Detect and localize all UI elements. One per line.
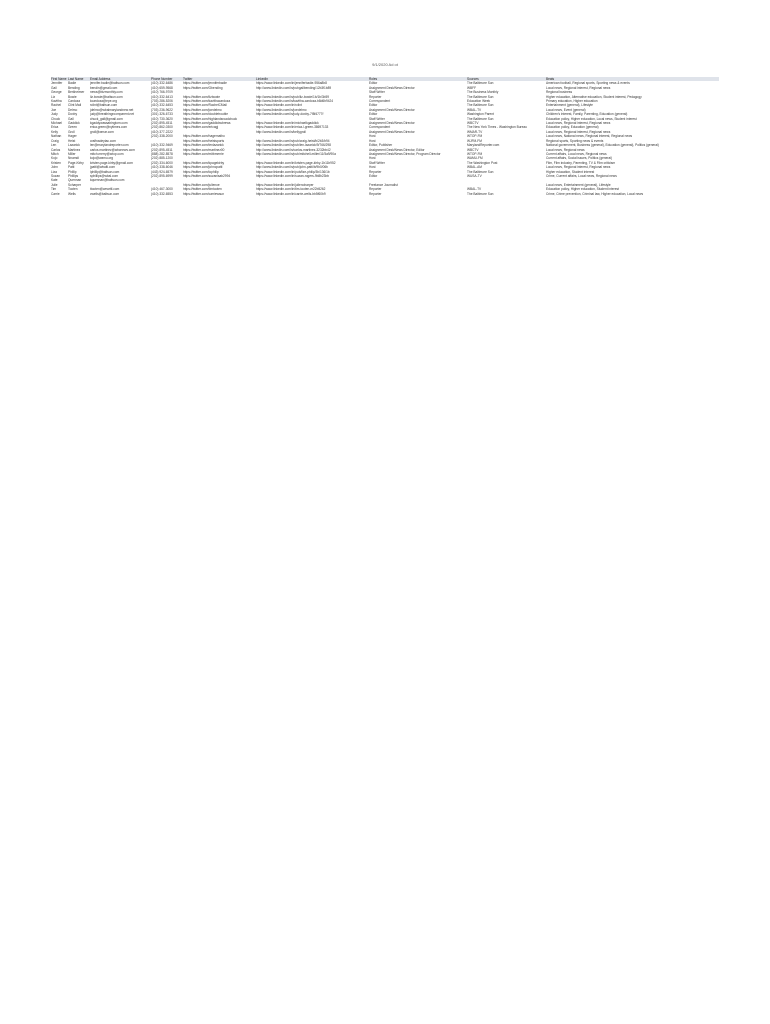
cell-linkedin: http://www.linkedin.com/in/pub/liz-bowie/1b/1b/3b59: [256, 94, 329, 99]
cell-beats: Local news, Regional news: [546, 147, 585, 152]
cell-twitter: https://twitter.com/gaddickwbrews: [183, 121, 231, 126]
cell-last-name: Nnamdi: [68, 156, 79, 161]
cell-beats: Local news, Event (general): [546, 107, 586, 112]
cell-beats: Education policy, Higher education, Local news, Student interest: [546, 116, 637, 121]
header-beats: Beats: [546, 77, 555, 81]
cell-linkedin: https://www.linkedin.com/in/kristen-page-kirby-1b11b952: [256, 160, 336, 165]
cell-roles: Editor: [369, 112, 378, 117]
cell-phone: (202) 895-4511: [151, 147, 173, 152]
cell-twitter: https://twitter.com/joedelmo: [183, 107, 222, 112]
cell-twitter: https://twitter.com/RachelCMail: [183, 103, 227, 108]
cell-first-name: Kavitha: [51, 99, 62, 104]
header-roles: Roles: [369, 77, 378, 81]
cell-phone: (410) 377-2222: [151, 129, 173, 134]
cell-roles: Assignment Desk/News Director, Editor: [369, 147, 425, 152]
cell-beats: Local news, Regional interest, Regional news: [546, 165, 611, 170]
cell-sources: Washington Parent: [467, 112, 494, 117]
cell-roles: Assignment Desk/News Director, Program Director: [369, 151, 441, 156]
cell-twitter: https://twitter.com/lenlazarick: [183, 143, 224, 148]
cell-beats: Education policy, Higher education, Student interest: [546, 187, 619, 192]
cell-twitter: https://twitter.com/doubletrouble: [183, 112, 229, 117]
cell-linkedin: http://www.linkedin.com/in/pub/len-lazarick/9/766/298: [256, 143, 331, 148]
cell-beats: American football, Regional sports, Sporting news & events: [546, 81, 630, 86]
cell-phone: (202) 885-1200: [151, 156, 173, 161]
cell-roles: Host: [369, 134, 376, 139]
cell-phone: (410) 730-3620: [151, 116, 173, 121]
cell-email: lphillip@baltsun.com: [90, 169, 120, 174]
cell-beats: Children's interest, Family, Parenting, Education (general): [546, 112, 628, 117]
cell-sources: WTOP-FM: [467, 134, 483, 139]
cell-beats: Entertainment (general), Lifestyle: [546, 103, 593, 108]
header-phone: Phone Number: [151, 77, 173, 81]
contacts-table: [51, 77, 719, 196]
cell-last-name: Groll: [68, 129, 75, 134]
cell-phone: (202) 334-6000: [151, 160, 173, 165]
cell-phone: (443) 924-6579: [151, 169, 173, 174]
cell-phone: (202) 895-6999: [151, 173, 173, 178]
cell-sources: The Baltimore Sun: [467, 169, 494, 174]
cell-twitter: https://twitter.com/martinez00: [183, 147, 225, 152]
cell-roles: Reporter: [369, 169, 382, 174]
cell-beats: Regional sports, Sporting news & events: [546, 138, 604, 143]
cell-sources: WBFF: [467, 85, 477, 90]
cell-email: news@bizmonthly.com: [90, 90, 123, 95]
cell-first-name: Carlos: [51, 147, 61, 152]
cell-first-name: Nathan: [51, 134, 62, 139]
cell-first-name: Kojo: [51, 156, 58, 161]
cell-roles: Assignment Desk/News Director: [369, 85, 415, 90]
cell-first-name: John: [51, 165, 58, 170]
cell-phone: (410) 332-6453: [151, 103, 173, 108]
cell-beats: Higher education, Alternative education, Student interest, Pedagogy: [546, 94, 642, 99]
cell-last-name: Green: [68, 125, 77, 130]
cell-beats: Current affairs, Local news, Regional news: [546, 151, 607, 156]
cell-sources: The Baltimore Sun: [467, 191, 494, 196]
cell-beats: Local news, Entertainment (general), Lifestyle: [546, 182, 611, 187]
cell-sources: The Washington Post: [467, 160, 498, 165]
cell-beats: Crime, Crime prevention, Criminal law, Higher education, Local news: [546, 191, 644, 196]
header-last-name: Last Name: [68, 77, 84, 81]
cell-last-name: Bowie: [68, 94, 77, 99]
cell-roles: Staff Writer: [369, 160, 385, 165]
cell-linkedin: http://www.linkedin.com/in/pub/craig-heist/b/2b3/b94: [256, 138, 330, 143]
cell-last-name: Phillips: [68, 173, 79, 178]
cell-email: bendin@gmail.com: [90, 85, 118, 90]
cell-email: sphillips@wbal.com: [90, 173, 119, 178]
cell-linkedin: http://www.linkedin.com/in/pub/john-patti/b/9b0/06b: [256, 165, 328, 170]
cell-twitter: https://twitter.com/carriewsun: [183, 191, 225, 196]
cell-last-name: Gall: [68, 116, 74, 121]
cell-beats: Crime, Current affairs, Local news, Regional news: [546, 173, 617, 178]
cell-twitter: https://twitter.com/heistsports: [183, 138, 225, 143]
cell-beats: Local news, National news, Regional interest, Regional news: [546, 134, 633, 139]
cell-first-name: Kate: [51, 178, 58, 183]
cell-last-name: Badie: [68, 81, 77, 86]
cell-roles: Assignment Desk/News Director: [369, 121, 415, 126]
cell-last-name: Doxby: [68, 112, 78, 117]
cell-email: craifnadeytac.com: [90, 138, 116, 143]
cell-linkedin: https://www.linkedin.com/in/erica-l-green-38697133: [256, 125, 329, 130]
cell-email: jennifer.badie@baltsun.com: [90, 81, 130, 86]
cell-linkedin: http://www.linkedin.com/in/kellygroll: [256, 129, 306, 134]
cell-linkedin: https://www.linkedin.com/in/suzan-rogers-9b8b23bb: [256, 173, 329, 178]
cell-email: chuck_gall@gmail.com: [90, 116, 123, 121]
cell-email: rclint@baltsun.com: [90, 103, 118, 108]
cell-beats: Local news, Regional interest, Regional news: [546, 129, 611, 134]
cell-twitter: https://twitter.com/ericagj: [183, 125, 219, 130]
cell-email: jdelmo@wbalmarylandnew.net: [90, 107, 134, 112]
cell-twitter: https://twitter.com/timtooten: [183, 187, 222, 192]
cell-first-name: Erica: [51, 125, 59, 130]
cell-twitter: https://twitter.com/suzanisab2994: [183, 173, 231, 178]
cell-first-name: Julie: [51, 182, 58, 187]
cell-twitter: https://twitter.com/Gbending: [183, 85, 223, 90]
cell-sources: WMAR-TV: [467, 129, 483, 134]
cell-last-name: Cardoza: [68, 99, 81, 104]
cell-email: ttooten@wearttl.com: [90, 187, 120, 192]
cell-first-name: Jennifer: [51, 81, 63, 86]
cell-roles: Host: [369, 165, 376, 170]
cell-sources: Education Week: [467, 99, 491, 104]
cell-roles: Staff Writer: [369, 90, 385, 95]
header-twitter: Twitter: [183, 77, 193, 81]
cell-sources: MarylandReporter.com: [467, 143, 500, 148]
cell-email: liz.bowie@baltsun.com: [90, 94, 123, 99]
cell-twitter: https://twitter.com/johncpatti: [183, 165, 223, 170]
cell-phone: (202) 895-4511: [151, 121, 173, 126]
header-first-name: First Name: [51, 77, 67, 81]
cell-roles: Assignment Desk/News Director: [369, 129, 415, 134]
cell-phone: (888) 282-8578: [151, 151, 173, 156]
cell-beats: Regional business: [546, 90, 573, 95]
cell-last-name: Page-Kirby: [68, 160, 84, 165]
table-row: [51, 143, 719, 147]
cell-last-name: Clint Mail: [68, 103, 82, 108]
cell-linkedin: http://www.linkedin.com/in/judy-doxby-7f8f4777f: [256, 112, 324, 117]
table-row: [51, 192, 719, 196]
cell-last-name: Hager: [68, 134, 77, 139]
cell-sources: The Business Monthly: [467, 90, 499, 95]
cell-roles: Assignment Desk/News Director: [369, 107, 415, 112]
cell-first-name: Len: [51, 143, 57, 148]
cell-first-name: Chuck: [51, 116, 61, 121]
cell-twitter: https://twitter.com/julienoe: [183, 182, 220, 187]
cell-roles: Reporter: [369, 187, 382, 192]
header-linkedin: LinkedIn: [256, 77, 269, 81]
cell-email: kcardoza@epe.org: [90, 99, 117, 104]
cell-email: jpatti@wbaltl.com: [90, 165, 116, 170]
cell-roles: Editor: [369, 81, 378, 86]
cell-sources: The Baltimore Sun: [467, 103, 494, 108]
cell-sources: WJFM-FM: [467, 138, 482, 143]
cell-linkedin: https://www.linkedin.com/in/julienoharper: [256, 182, 314, 187]
cell-email: groll@wmar.com: [90, 129, 114, 134]
cell-sources: The Baltimore Sun: [467, 81, 494, 86]
cell-roles: Correspondent: [369, 125, 391, 130]
cell-email: kristen.page-kirby@gmail.com: [90, 160, 133, 165]
cell-last-name: Quennan: [68, 178, 82, 183]
cell-twitter: https://twitter.com/kavithacardoza: [183, 99, 231, 104]
cell-sources: WBAL-AM: [467, 165, 482, 170]
cell-first-name: Kelly: [51, 129, 58, 134]
cell-beats: National government, Business (general), Education (general), Politics (general): [546, 143, 659, 148]
cell-roles: Editor: [369, 103, 378, 108]
cell-linkedin: https://www.linkedin.com/in/pub/lize-philip/3b/136/1b: [256, 169, 330, 174]
header-sources: Sources: [467, 77, 479, 81]
cell-roles: Correspondent: [369, 99, 391, 104]
cell-first-name: Kristen: [51, 160, 61, 165]
cell-last-name: Phillip: [68, 169, 77, 174]
cell-phone: (703) 236-9622: [151, 107, 173, 112]
cell-last-name: Miller: [68, 151, 76, 156]
cell-sources: WAMU-FM: [467, 156, 483, 161]
cell-twitter: https://twitter.com/lizbowie: [183, 94, 221, 99]
cell-first-name: Suzan: [51, 173, 61, 178]
cell-first-name: Tim: [51, 187, 57, 192]
cell-last-name: Wells: [68, 191, 76, 196]
cell-twitter: https://twitter.com/lophilip: [183, 169, 219, 174]
cell-linkedin: https://www.linkedin.com/in/jenniferbadie-956a8b8: [256, 81, 327, 86]
cell-beats: Primary education, Higher education: [546, 99, 598, 104]
cell-sources: WBAL-TV: [467, 107, 482, 112]
cell-email: len@marylandreporter.com: [90, 143, 129, 148]
cell-last-name: Heist: [68, 138, 76, 143]
cell-linkedin: http://www.linkedin.com/in/kavitha-cardoza-b8d6b9424: [256, 99, 334, 104]
cell-phone: (410) 332-6486: [151, 81, 173, 86]
cell-twitter: https://twitter.com/highlandsroadchuck: [183, 116, 238, 121]
cell-roles: Freelance Journalist: [369, 182, 398, 187]
cell-beats: Local news, Regional interest, Regional news: [546, 85, 611, 90]
cell-linkedin: http://www.linkedin.com/in/pub/mitchell-miller/11/5a9/90a: [256, 151, 336, 156]
cell-roles: Host: [369, 138, 376, 143]
cell-sources: WBCTV: [467, 147, 479, 152]
cell-sources: WBAL-TV: [467, 187, 482, 192]
cell-roles: Editor, Publisher: [369, 143, 393, 148]
cell-email: kquennan@baltsun.com: [90, 178, 125, 183]
cell-sources: The Baltimore Sun: [467, 94, 494, 99]
cell-last-name: Patti: [68, 165, 75, 170]
cell-first-name: Rachel: [51, 103, 61, 108]
cell-sources: The New York Times - Washington Bureau: [467, 125, 527, 130]
cell-linkedin: https://www.linkedin.com/in/rclint: [256, 103, 302, 108]
cell-sources: WTOP-FM: [467, 151, 483, 156]
cell-beats: Higher education, Student interest: [546, 169, 595, 174]
cell-first-name: Joe: [51, 107, 57, 112]
cell-phone: (410) 766-9709: [151, 90, 173, 95]
cell-first-name: George: [51, 90, 62, 95]
cell-last-name: Delmo: [68, 107, 78, 112]
cell-first-name: Mitch: [51, 151, 59, 156]
cell-first-name: Gail: [51, 85, 57, 90]
cell-linkedin: http://www.linkedin.com/in/pubgailbending/12b3f1b89: [256, 85, 332, 90]
cell-twitter: https://twitter.com/kpagekirby: [183, 160, 225, 165]
cell-twitter: https://twitter.com/jenniferbadie: [183, 81, 227, 86]
document-header: 9/1/2020 Ad ot: [372, 62, 398, 67]
cell-phone: (410) 332-6413: [151, 94, 173, 99]
cell-first-name: Michael: [51, 121, 62, 126]
cell-phone: (410) 332-6553: [151, 191, 173, 196]
cell-linkedin: https://www.linkedin.com/in/carrie-wells-bb5f60b9: [256, 191, 326, 196]
cell-beats: Education policy, Education (general): [546, 125, 599, 130]
cell-last-name: Martinez: [68, 147, 81, 152]
cell-linkedin: https://www.linkedin.com/in/tim-tooten-m22b5262: [256, 187, 326, 192]
cell-roles: Reporter: [369, 191, 382, 196]
cell-email: judy@breathingroomparent.net: [90, 112, 134, 117]
cell-last-name: Gaddick: [68, 121, 80, 126]
cell-twitter: https://twitter.com/hagernatho: [183, 134, 225, 139]
cell-sources: The Baltimore Sun: [467, 116, 494, 121]
cell-linkedin: https://www.linkedin.com/in/michaelkgaddick: [256, 121, 319, 126]
cell-email: mitch.merry@wtop.com: [90, 151, 124, 156]
cell-beats: Current affairs, Social issues, Politics (general): [546, 156, 613, 161]
cell-roles: Host: [369, 156, 376, 161]
table-body: [51, 81, 719, 196]
cell-last-name: Bending: [68, 85, 80, 90]
cell-sources: WBCTV: [467, 121, 479, 126]
cell-phone: (410) 338-6046: [151, 165, 173, 170]
cell-roles: Staff Writer: [369, 116, 385, 121]
cell-last-name: Lazarick: [68, 143, 80, 148]
cell-first-name: Judy: [51, 112, 58, 117]
cell-phone: (202) 338-2000: [151, 134, 173, 139]
cell-roles: Editor: [369, 173, 378, 178]
cell-phone: (703) 286-5206: [151, 99, 173, 104]
cell-phone: (410) 659-9568: [151, 85, 173, 90]
cell-roles: Reporter: [369, 94, 382, 99]
cell-email: kojo@wamu.org: [90, 156, 114, 161]
cell-email: cwells@baltsun.com: [90, 191, 120, 196]
cell-linkedin: http://www.linkedin.com/in/carlos-martinez-3232bb42: [256, 147, 331, 152]
cell-sources: WUSA-TV: [467, 173, 482, 178]
cell-beats: Film, Film industry, Parenting, TV & Film criticism: [546, 160, 616, 165]
cell-linkedin: http://www.linkedin.com/in/joedelmo: [256, 107, 307, 112]
cell-first-name: Liza: [51, 169, 57, 174]
cell-phone: (410) 467-3000: [151, 187, 173, 192]
header-email: Email Address: [90, 77, 111, 81]
cell-first-name: Carrie: [51, 191, 60, 196]
cell-phone: (410) 332-9469: [151, 143, 173, 148]
cell-first-name: Liz: [51, 94, 56, 99]
cell-phone: (202) 862-0300: [151, 125, 173, 130]
cell-email: erica.green@nytimes.com: [90, 125, 128, 130]
cell-twitter: https://twitter.com/mitbmerrie: [183, 151, 224, 156]
cell-beats: Local news, Regional interest, Regional news: [546, 121, 611, 126]
cell-last-name: Berkheimer: [68, 90, 85, 95]
cell-last-name: Tooten: [68, 187, 78, 192]
cell-phone: (301) 326-6733: [151, 112, 173, 117]
cell-email: carlos.martinez@wbcnews.com: [90, 147, 135, 152]
cell-first-name: Craig: [51, 138, 59, 143]
cell-email: kgaddywassabingtom.com: [90, 121, 128, 126]
cell-last-name: Scharper: [68, 182, 81, 187]
